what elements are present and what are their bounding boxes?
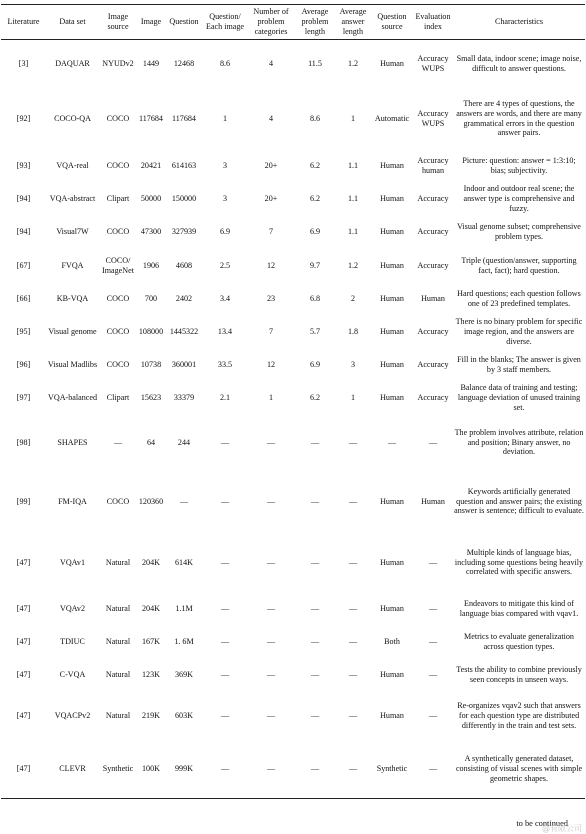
table-cell: [47] bbox=[16, 604, 31, 614]
table-cell: 1.2 bbox=[347, 58, 359, 68]
table-cell: 327939 bbox=[171, 227, 197, 237]
table-cell: — bbox=[310, 437, 320, 447]
table-cell: Both bbox=[384, 637, 400, 647]
table-cell: [3] bbox=[18, 58, 29, 68]
table-cell: — bbox=[220, 670, 230, 680]
table-cell: SHAPES bbox=[57, 437, 88, 447]
table-cell: — bbox=[266, 496, 276, 506]
table-cell: 1 bbox=[268, 393, 274, 403]
table-cell: — bbox=[295, 741, 335, 799]
table-cell: 10738 bbox=[140, 360, 162, 370]
table-cell: 1. 6M bbox=[174, 637, 194, 647]
table-cell: 8.6 bbox=[309, 113, 321, 123]
table-cell: 614163 bbox=[171, 161, 197, 171]
table-cell: 3 bbox=[222, 194, 228, 204]
table-cell: Picture: question: answer = 1:3:10; bias; subjectivity. bbox=[462, 156, 576, 175]
table-cell: Keywords artificially generated question and answer pairs; the existing answer is sentence; difficult to evaluate. bbox=[454, 486, 584, 516]
table-cell: 15623 bbox=[140, 393, 162, 403]
table-cell: VQAv1 bbox=[59, 557, 86, 567]
table-cell: 1 bbox=[350, 393, 356, 403]
table-cell: — bbox=[428, 711, 438, 721]
table-cell: 100K bbox=[137, 741, 165, 799]
table-cell: Hard questions; each question follows one of 23 predefined templates. bbox=[457, 289, 581, 308]
column-header: Characteristics bbox=[453, 5, 585, 40]
table-row bbox=[1, 533, 585, 593]
table-cell: 150000 bbox=[171, 194, 197, 204]
table-cell: — bbox=[310, 711, 320, 721]
table-cell: Endeavors to mitigate this kind of language bias compared with vqav1. bbox=[459, 599, 579, 618]
table-cell: Tests the ability to combine previously seen concepts in unseen ways. bbox=[456, 665, 582, 684]
table-cell: VQAv2 bbox=[59, 604, 86, 614]
table-cell: — bbox=[348, 604, 358, 614]
column-header: Data set bbox=[46, 5, 99, 40]
table-cell: 603K bbox=[175, 711, 193, 721]
table-cell: — bbox=[335, 741, 371, 799]
table-cell: [92] bbox=[16, 113, 31, 123]
table-cell: — bbox=[266, 670, 276, 680]
column-header: Image source bbox=[99, 5, 137, 40]
table-cell: Human bbox=[380, 58, 404, 68]
table-row bbox=[1, 183, 585, 216]
table-cell: 117684 bbox=[172, 113, 196, 123]
table-cell: 6.2 bbox=[309, 161, 321, 171]
table-cell: 700 bbox=[144, 294, 158, 304]
table-cell: Triple (question/answer, supporting fact, fact); hard question. bbox=[461, 255, 577, 275]
table-cell: 360001 bbox=[171, 360, 197, 370]
table-cell: Synthetic bbox=[99, 741, 137, 799]
column-header: Image bbox=[137, 5, 165, 40]
table-cell: [93] bbox=[16, 161, 31, 171]
table-row bbox=[1, 349, 585, 382]
table-cell: Human bbox=[380, 260, 404, 270]
table-cell: Natural bbox=[105, 711, 131, 721]
table-cell: 12468 bbox=[173, 58, 195, 68]
table-cell: COCO bbox=[106, 161, 130, 171]
table-cell: — bbox=[220, 437, 230, 447]
table-cell: 1 bbox=[222, 113, 228, 123]
table-cell: 23 bbox=[266, 294, 276, 304]
table-cell: [99] bbox=[16, 496, 31, 506]
table-cell: 6.2 bbox=[309, 393, 321, 403]
table-row bbox=[1, 316, 585, 349]
table-cell: — bbox=[266, 637, 276, 647]
table-cell: — bbox=[348, 670, 358, 680]
table-cell: CLEVR bbox=[46, 741, 99, 799]
table-cell: 1.1 bbox=[347, 194, 359, 204]
table-cell: — bbox=[220, 711, 230, 721]
table-body bbox=[1, 40, 585, 799]
table-cell: [47] bbox=[16, 557, 31, 567]
table-cell: 12 bbox=[266, 360, 276, 370]
table-cell: [47] bbox=[16, 711, 31, 721]
table-cell: — bbox=[348, 711, 358, 721]
table-cell: — bbox=[428, 604, 438, 614]
table-cell: [98] bbox=[16, 437, 31, 447]
table-row bbox=[1, 249, 585, 283]
column-header: Number of problem categories bbox=[247, 5, 295, 40]
table-cell: 47300 bbox=[140, 227, 162, 237]
table-cell: 4 bbox=[268, 58, 274, 68]
table-cell: NYUDv2 bbox=[102, 58, 134, 68]
table-cell: 1445322 bbox=[169, 327, 199, 337]
table-cell: 117684 bbox=[139, 113, 163, 123]
table-cell: 12 bbox=[266, 260, 276, 270]
table-cell: COCO bbox=[106, 227, 130, 237]
table-cell: [95] bbox=[16, 327, 31, 337]
table-cell: Visual7W bbox=[56, 227, 89, 237]
table-cell: 9.7 bbox=[309, 260, 321, 270]
table-cell: — bbox=[266, 604, 276, 614]
table-cell: 7 bbox=[268, 227, 274, 237]
table-cell: 1.1 bbox=[347, 227, 359, 237]
table-cell: Visual Madlibs bbox=[47, 360, 98, 370]
table-cell: — bbox=[220, 557, 230, 567]
table-cell: 13.4 bbox=[217, 327, 233, 337]
table-cell: — bbox=[310, 670, 320, 680]
table-cell: 999K bbox=[165, 741, 203, 799]
table-cell: 64 bbox=[146, 437, 156, 447]
table-cell: 4608 bbox=[175, 260, 193, 270]
table-cell: — bbox=[266, 557, 276, 567]
table-cell: Human bbox=[421, 294, 445, 304]
table-cell: 50000 bbox=[140, 194, 162, 204]
table-cell: Clipart bbox=[106, 194, 130, 204]
column-header: Question/ Each image bbox=[203, 5, 247, 40]
table-cell: Fill in the blanks; The answer is given by 3 staff members. bbox=[457, 355, 581, 374]
table-cell: Synthetic bbox=[371, 741, 413, 799]
table-cell: VQA-abstract bbox=[49, 194, 96, 204]
table-cell: C-VQA bbox=[59, 670, 86, 680]
table-cell: 3 bbox=[350, 360, 356, 370]
table-cell: 1.8 bbox=[347, 327, 359, 337]
table-cell: FVQA bbox=[61, 260, 84, 270]
table-cell: Automatic bbox=[374, 113, 410, 123]
table-cell: 167K bbox=[142, 637, 160, 647]
table-cell: TDIUC bbox=[60, 637, 85, 647]
table-cell: The problem involves attribute, relation and position; Binary answer, no deviation. bbox=[454, 427, 584, 457]
column-header: Literature bbox=[1, 5, 46, 40]
table-cell: 244 bbox=[177, 437, 191, 447]
table-cell: Natural bbox=[105, 637, 131, 647]
table-cell: — bbox=[310, 557, 320, 567]
table-cell: Indoor and outdoor real scene; the answer type is comprehensive and fuzzy. bbox=[463, 184, 575, 213]
table-cell: — bbox=[266, 711, 276, 721]
table-cell: Clipart bbox=[106, 393, 130, 403]
continuation-note: to be continued bbox=[516, 819, 568, 828]
table-cell: There are 4 types of questions, the answers are words, and there are many grammatical errors in the question answer pairs. bbox=[456, 98, 582, 138]
table-cell: — bbox=[428, 670, 438, 680]
table-cell: Accuracy bbox=[417, 327, 449, 337]
table-cell: — bbox=[413, 741, 453, 799]
table-cell: VQA-real bbox=[56, 161, 89, 171]
table-header-row bbox=[1, 5, 585, 40]
table-cell: Human bbox=[380, 557, 404, 567]
column-header: Average problem length bbox=[295, 5, 335, 40]
table-cell: — bbox=[220, 604, 230, 614]
table-cell: Human bbox=[380, 496, 404, 506]
table-cell: — bbox=[247, 741, 295, 799]
table-cell: COCO bbox=[106, 360, 130, 370]
table-cell: — bbox=[348, 496, 358, 506]
table-cell: 11.5 bbox=[308, 58, 322, 68]
table-cell: 6.2 bbox=[309, 194, 321, 204]
table-cell: [47] bbox=[16, 637, 31, 647]
table-cell: 8.6 bbox=[219, 58, 231, 68]
table-cell: 1449 bbox=[142, 58, 160, 68]
table-cell: Accuracy bbox=[417, 260, 449, 270]
table-cell: — bbox=[348, 637, 358, 647]
table-cell: 7 bbox=[268, 327, 274, 337]
table-cell: 204K bbox=[142, 557, 160, 567]
table-cell: 2 bbox=[350, 294, 356, 304]
table-cell: DAQUAR bbox=[55, 58, 90, 68]
table-row bbox=[1, 659, 585, 692]
table-row bbox=[1, 88, 585, 150]
table-cell: 3 bbox=[222, 161, 228, 171]
table-row bbox=[1, 741, 585, 799]
table-row bbox=[1, 692, 585, 741]
watermark-text: @有限公司 bbox=[542, 824, 582, 833]
table-cell: 3.4 bbox=[219, 294, 231, 304]
table-cell: Human bbox=[380, 604, 404, 614]
table-cell: Small data, indoor scene; image noise, difficult to answer questions. bbox=[456, 53, 582, 73]
table-cell: There is no binary problem for specific image region, and the answers are diverse. bbox=[455, 317, 583, 346]
column-header: Average answer length bbox=[335, 5, 371, 40]
table-cell: Human bbox=[380, 161, 404, 171]
table-cell: Natural bbox=[105, 670, 131, 680]
table-cell: VQACPv2 bbox=[54, 711, 91, 721]
table-cell: — bbox=[220, 637, 230, 647]
table-cell: Human bbox=[380, 360, 404, 370]
table-row bbox=[1, 593, 585, 626]
table-cell: COCO bbox=[106, 327, 130, 337]
table-cell: 20+ bbox=[264, 194, 278, 204]
table-cell: 2402 bbox=[175, 294, 193, 304]
table-cell: Balance data of training and testing; language deviation of unused training set. bbox=[457, 383, 581, 412]
table-row bbox=[1, 471, 585, 533]
table-row bbox=[1, 283, 585, 316]
table-cell: [47] bbox=[1, 741, 46, 799]
table-cell: COCO bbox=[106, 294, 130, 304]
table-cell: Visual genome bbox=[48, 327, 97, 337]
table-cell: — bbox=[220, 496, 230, 506]
table-cell: 204K bbox=[142, 604, 160, 614]
table-cell: 123K bbox=[142, 670, 160, 680]
table-cell: 20421 bbox=[140, 161, 162, 171]
table-cell: 369K bbox=[175, 670, 193, 680]
table-cell: — bbox=[310, 637, 320, 647]
table-cell: 614K bbox=[175, 557, 193, 567]
table-cell: 2.5 bbox=[219, 260, 231, 270]
table-cell: [94] bbox=[16, 227, 31, 237]
table-cell: COCO bbox=[106, 496, 130, 506]
table-cell: Accuracy WUPS bbox=[417, 108, 449, 128]
table-cell: 219K bbox=[142, 711, 160, 721]
table-cell: Accuracy bbox=[417, 194, 449, 204]
table-cell: 6.9 bbox=[309, 360, 321, 370]
table-cell: COCO-QA bbox=[54, 113, 91, 123]
table-cell: [94] bbox=[16, 194, 31, 204]
table-cell: [66] bbox=[16, 294, 31, 304]
table-cell: 1.1M bbox=[175, 604, 193, 614]
table-cell: Human bbox=[380, 194, 404, 204]
table-cell: Human bbox=[380, 227, 404, 237]
table-cell: 1 bbox=[350, 113, 356, 123]
table-cell: 2.1 bbox=[219, 393, 231, 403]
table-cell: 20+ bbox=[264, 161, 278, 171]
table-cell: Accuracy bbox=[417, 227, 449, 237]
table-cell: — bbox=[428, 437, 438, 447]
table-cell: 33379 bbox=[173, 393, 195, 403]
table-cell: Re-organizes vqav2 such that answers for each question type are distributed differently in the train and test sets. bbox=[457, 701, 581, 730]
table-cell: — bbox=[310, 496, 320, 506]
table-cell: 6.9 bbox=[219, 227, 231, 237]
table-cell: [67] bbox=[16, 260, 31, 270]
table-cell: 1.2 bbox=[347, 260, 359, 270]
table-cell: 1.1 bbox=[347, 161, 359, 171]
table-cell: Accuracy WUPS bbox=[417, 53, 449, 73]
table-cell: 5.7 bbox=[309, 327, 321, 337]
table-cell: — bbox=[179, 496, 189, 506]
table-cell: Multiple kinds of language bias, including some questions being heavily correlated with specific answers. bbox=[454, 547, 584, 577]
table-cell: FM-IQA bbox=[58, 496, 87, 506]
table-cell: KB-VQA bbox=[56, 294, 89, 304]
table-cell: 1906 bbox=[142, 260, 160, 270]
table-cell: 4 bbox=[268, 113, 274, 123]
table-cell: 120360 bbox=[138, 496, 164, 506]
table-cell: 6.8 bbox=[309, 294, 321, 304]
table-cell: — bbox=[387, 437, 397, 447]
table-row bbox=[1, 40, 585, 88]
table-row bbox=[1, 150, 585, 183]
table-row bbox=[1, 216, 585, 249]
table-cell: — bbox=[113, 437, 123, 447]
column-header: Question bbox=[165, 5, 203, 40]
table-cell: — bbox=[266, 437, 276, 447]
table-cell: Human bbox=[380, 670, 404, 680]
table-cell: A synthetically generated dataset, consisting of visual scenes with simple geometric shapes. bbox=[453, 741, 585, 799]
column-header: Question source bbox=[371, 5, 413, 40]
table-row bbox=[1, 382, 585, 415]
column-header: Evaluation index bbox=[413, 5, 453, 40]
table-cell: Accuracy bbox=[417, 360, 449, 370]
table-cell: [96] bbox=[16, 360, 31, 370]
table-cell: Human bbox=[380, 393, 404, 403]
table-cell: COCO/ ImageNet bbox=[102, 255, 134, 275]
table-cell: 108000 bbox=[138, 327, 164, 337]
table-row bbox=[1, 626, 585, 659]
table-row bbox=[1, 415, 585, 471]
table-cell: Human bbox=[380, 711, 404, 721]
table-cell: VQA-balanced bbox=[48, 393, 97, 403]
table-cell: COCO bbox=[106, 113, 130, 123]
table-cell: Human bbox=[380, 294, 404, 304]
table-cell: — bbox=[428, 557, 438, 567]
table-cell: [47] bbox=[16, 670, 31, 680]
table-cell: Natural bbox=[105, 604, 131, 614]
table-cell: Accuracy human bbox=[417, 156, 449, 175]
table-cell: Human bbox=[421, 496, 445, 506]
table-cell: [97] bbox=[16, 393, 31, 403]
table-cell: 6.9 bbox=[309, 227, 321, 237]
table-cell: Metrics to evaluate generalization across question types. bbox=[464, 632, 574, 651]
table-cell: Visual genome subset; comprehensive problem types. bbox=[457, 222, 581, 241]
table-cell: — bbox=[348, 557, 358, 567]
table-cell: 33.5 bbox=[217, 360, 233, 370]
table-cell: — bbox=[310, 604, 320, 614]
table-cell: Accuracy bbox=[417, 393, 449, 403]
table-cell: Natural bbox=[105, 557, 131, 567]
vqa-dataset-table bbox=[1, 4, 585, 799]
table-cell: — bbox=[203, 741, 247, 799]
table-cell: — bbox=[428, 637, 438, 647]
table-cell: Human bbox=[380, 327, 404, 337]
table-cell: — bbox=[348, 437, 358, 447]
